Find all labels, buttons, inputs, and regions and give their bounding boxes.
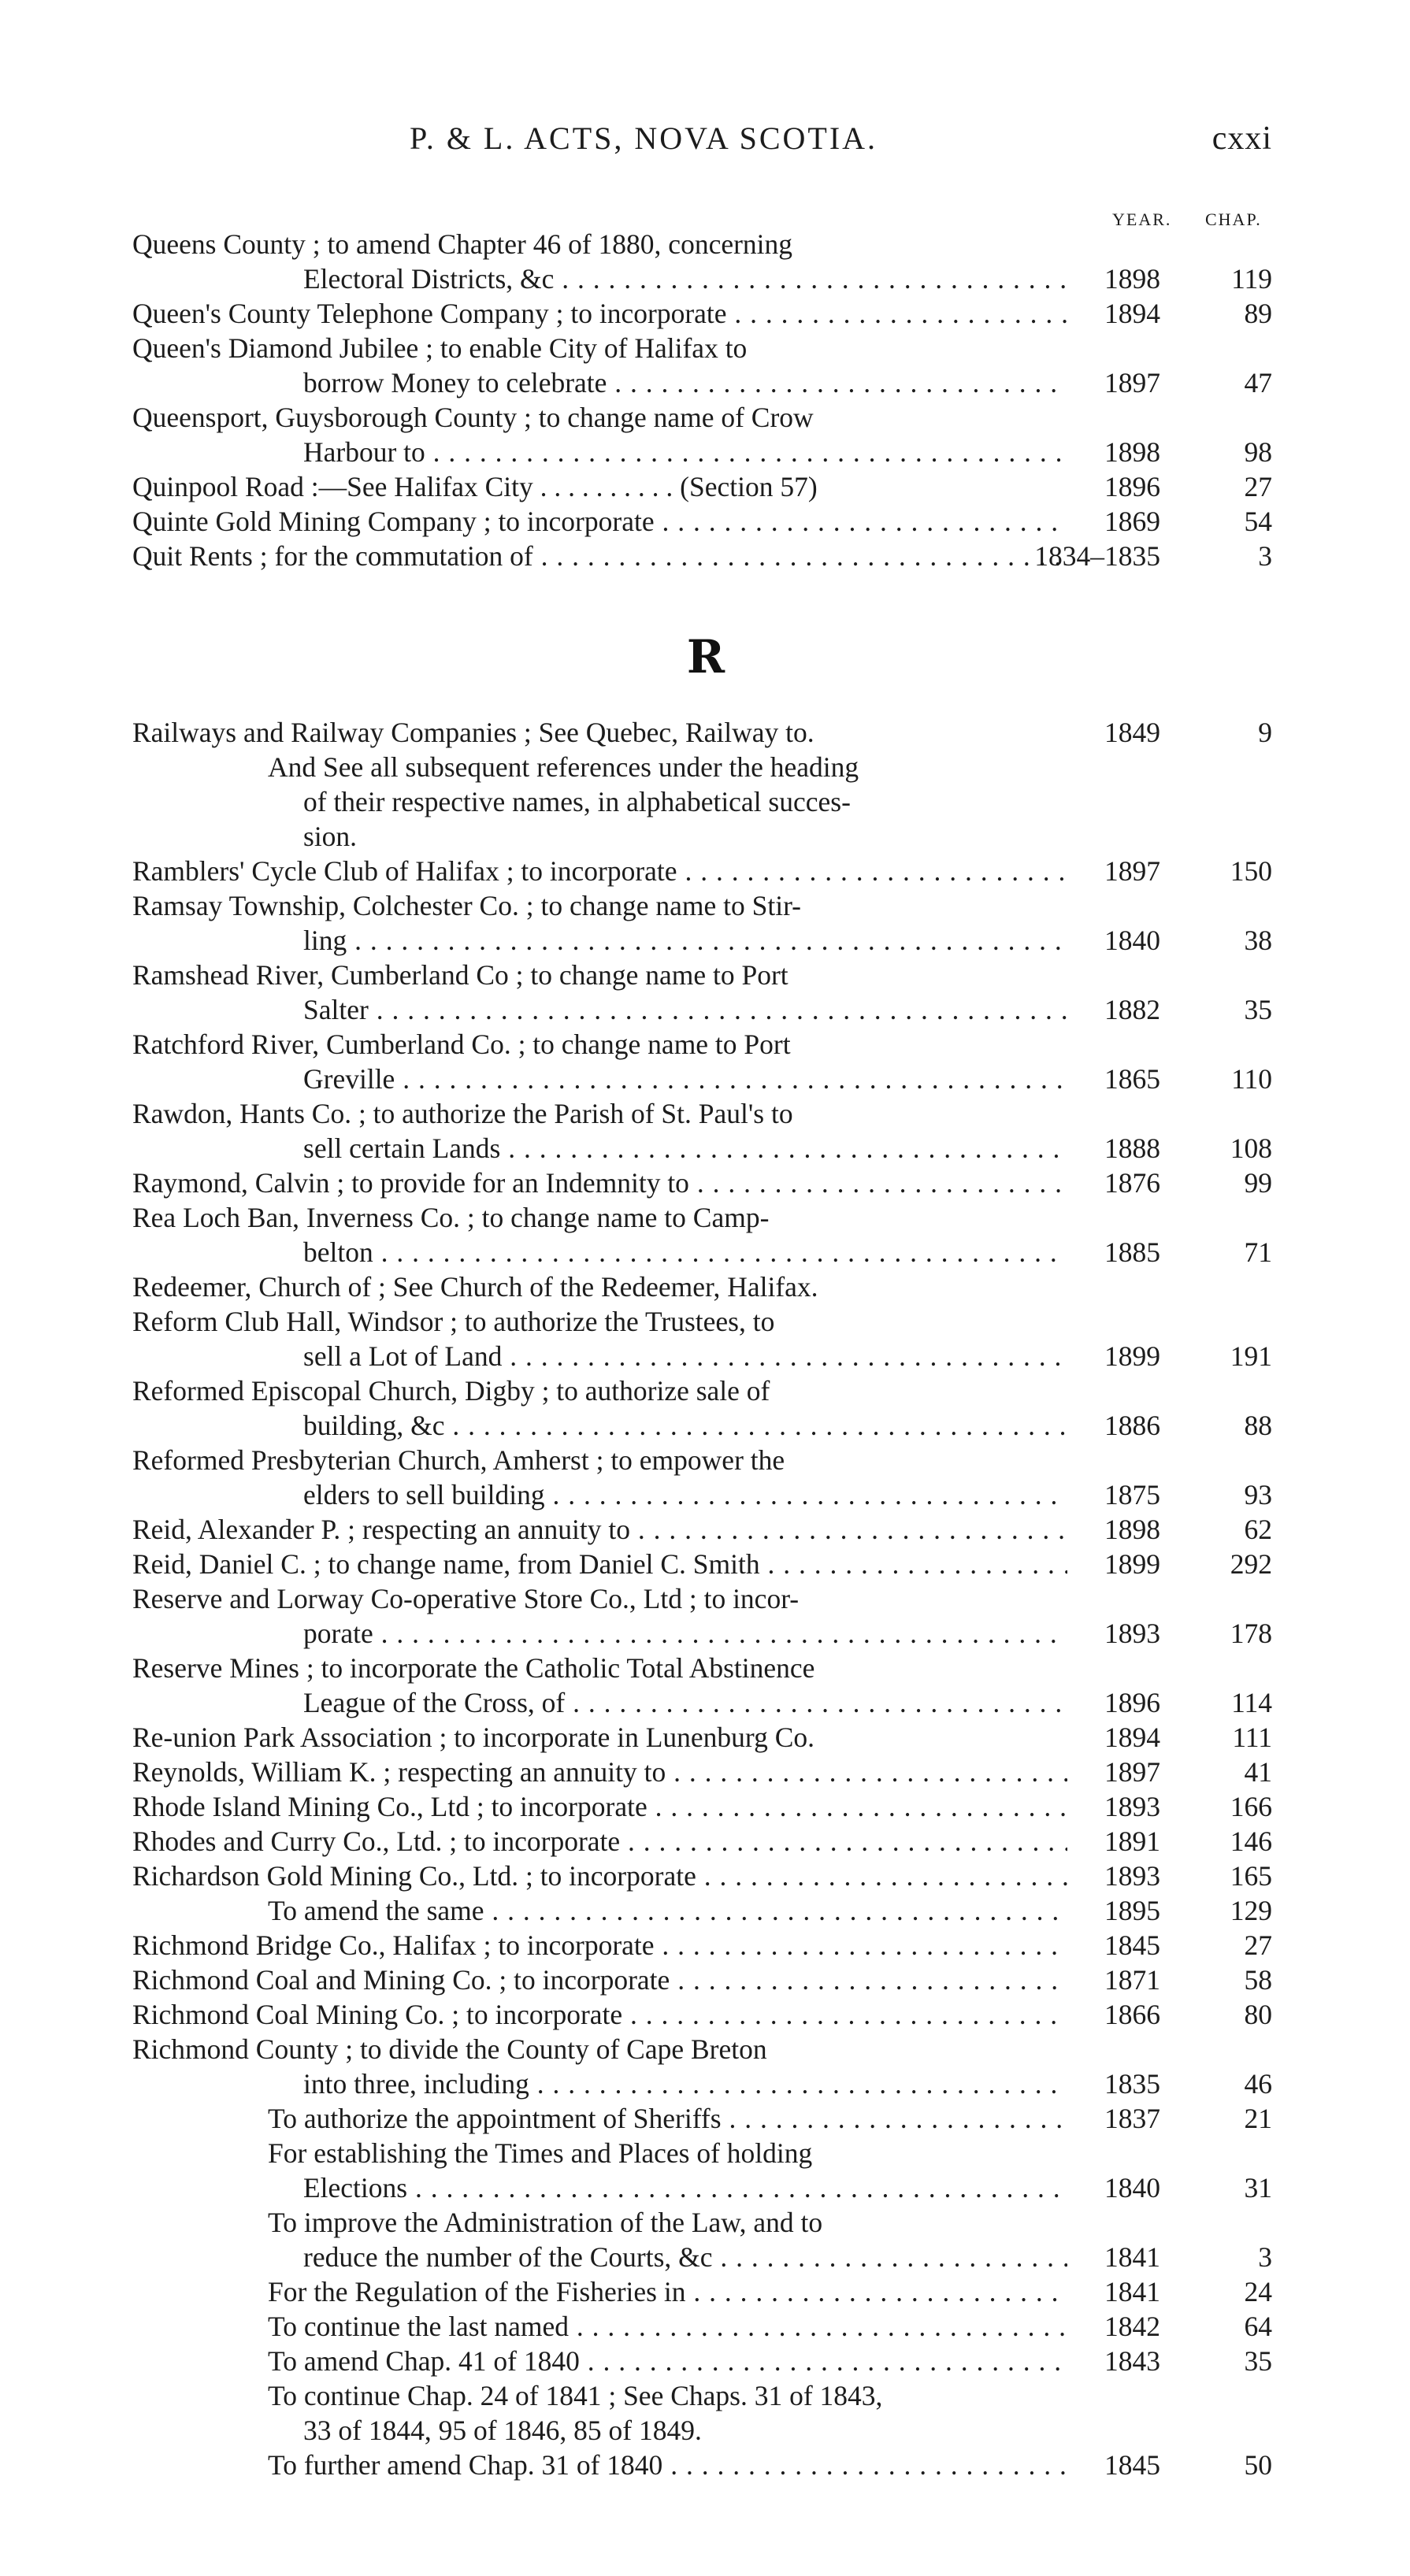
- index-entry: [0, 1235, 1410, 1269]
- entry-text: Reid, Daniel C. ; to change name, from Daniel C. Smith . . .: [132, 1547, 1067, 1581]
- entry-text: For establishing the Times and Places of holding: [268, 2137, 813, 2169]
- entry-chapter: 38: [1244, 925, 1272, 956]
- entry-year: 1835: [1104, 2068, 1160, 2100]
- entry-text: Quinte Gold Mining Company ; to incorporate . . .: [132, 504, 1067, 539]
- entry-text: Ramshead River, Cumberland Co ; to change name to Port: [132, 959, 788, 991]
- entry-chapter: 146: [1230, 1825, 1272, 1857]
- entry-text: Ramblers' Cycle Club of Halifax ; to incorporate . . .: [132, 854, 1067, 888]
- entry-year: 1845: [1104, 2449, 1160, 2481]
- entry-text: Reformed Presbyterian Church, Amherst ; to empower the: [132, 1444, 785, 1476]
- index-entry: [0, 1720, 1410, 1755]
- index-entry: [0, 1755, 1410, 1789]
- entry-text: Ramsay Township, Colchester Co. ; to change name to Stir-: [132, 890, 802, 921]
- entry-text: Rea Loch Ban, Inverness Co. ; to change name to Camp-: [132, 1202, 770, 1233]
- entry-text: of their respective names, in alphabetical succes-: [303, 786, 851, 817]
- entry-text: Quit Rents ; for the commutation of . . .: [132, 539, 1067, 573]
- entry-chapter: 88: [1244, 1410, 1272, 1441]
- index-entry: [0, 1027, 1410, 1062]
- index-entry: [0, 1928, 1410, 1963]
- index-entry: [0, 1443, 1410, 1477]
- entry-year: 1840: [1104, 925, 1160, 956]
- index-entry: [0, 2101, 1410, 2136]
- index-entry: [0, 923, 1410, 958]
- entry-chapter: 35: [1244, 994, 1272, 1025]
- index-entry: [0, 1512, 1410, 1547]
- entry-chapter: 3: [1258, 540, 1272, 572]
- entry-chapter: 165: [1230, 1860, 1272, 1892]
- entry-year: 1886: [1104, 1410, 1160, 1441]
- index-entry: [0, 888, 1410, 923]
- entry-text: building, &c . . .: [303, 1408, 1067, 1443]
- entry-year: 1898: [1104, 436, 1160, 468]
- entry-text: To improve the Administration of the Law, and to: [268, 2207, 823, 2238]
- entry-text: Rawdon, Hants Co. ; to authorize the Parish of St. Paul's to: [132, 1098, 793, 1129]
- entry-year: 1897: [1104, 1756, 1160, 1788]
- section-letter-heading: R: [686, 630, 724, 684]
- entry-chapter: 35: [1244, 2345, 1272, 2377]
- index-entry: [0, 1997, 1410, 2032]
- index-entry: [0, 1131, 1410, 1166]
- index-entry: [0, 992, 1410, 1027]
- index-entry: [0, 2378, 1410, 2413]
- entry-text: League of the Cross, of . . .: [303, 1685, 1067, 1720]
- entry-text: Reformed Episcopal Church, Digby ; to authorize sale of: [132, 1375, 770, 1407]
- entry-year: 1899: [1104, 1340, 1160, 1372]
- entry-chapter: 150: [1230, 855, 1272, 887]
- entry-chapter: 292: [1230, 1548, 1272, 1580]
- entry-text: Reid, Alexander P. ; respecting an annuity to . . .: [132, 1512, 1067, 1547]
- index-entry: [0, 2274, 1410, 2309]
- chapter-column-header: CHAP.: [1205, 209, 1262, 229]
- index-entry: [0, 1200, 1410, 1235]
- entry-chapter: 9: [1258, 717, 1272, 748]
- index-entry: [0, 750, 1410, 784]
- index-entry: [0, 2448, 1410, 2482]
- entry-chapter: 31: [1244, 2172, 1272, 2203]
- index-entry: [0, 1651, 1410, 1685]
- index-entry: [0, 296, 1410, 331]
- index-entry: [0, 1581, 1410, 1616]
- index-entry: [0, 1096, 1410, 1131]
- entry-chapter: 129: [1230, 1895, 1272, 1926]
- entry-text: To authorize the appointment of Sheriffs . . .: [268, 2101, 1067, 2136]
- entry-chapter: 62: [1244, 1514, 1272, 1545]
- entry-text: Elections . . .: [303, 2170, 1067, 2205]
- entry-year: 1896: [1104, 471, 1160, 502]
- index-entry: [0, 1893, 1410, 1928]
- entry-chapter: 46: [1244, 2068, 1272, 2100]
- entry-text: Salter . . .: [303, 992, 1067, 1027]
- year-column-header: YEAR.: [1112, 209, 1172, 229]
- entry-year: 1899: [1104, 1548, 1160, 1580]
- entry-chapter: 119: [1231, 263, 1272, 295]
- entry-text: Redeemer, Church of ; See Church of the Redeemer, Halifax.: [132, 1271, 818, 1303]
- index-entry: [0, 2309, 1410, 2344]
- index-entry: [0, 2170, 1410, 2205]
- index-entry: [0, 2240, 1410, 2274]
- entry-text: Richmond County ; to divide the County of Cape Breton: [132, 2033, 767, 2065]
- entry-chapter: 24: [1244, 2276, 1272, 2307]
- entry-text: Reserve and Lorway Co-operative Store Co., Ltd ; to incor-: [132, 1583, 800, 1614]
- entry-chapter: 89: [1244, 298, 1272, 329]
- entry-text: Electoral Districts, &c . . .: [303, 261, 1067, 296]
- index-entry: [0, 2344, 1410, 2378]
- entry-chapter: 64: [1244, 2311, 1272, 2342]
- entry-year: 1841: [1104, 2276, 1160, 2307]
- entry-text: Raymond, Calvin ; to provide for an Indemnity to . . .: [132, 1166, 1067, 1200]
- entry-year: 1895: [1104, 1895, 1160, 1926]
- entry-year: 1840: [1104, 2172, 1160, 2203]
- page-number: cxxi: [1211, 120, 1272, 157]
- index-entry: [0, 1616, 1410, 1651]
- entry-text: porate . . .: [303, 1616, 1067, 1651]
- index-entry: [0, 715, 1410, 750]
- index-entry: [0, 539, 1410, 573]
- entry-year: 1834–1835: [1034, 540, 1160, 572]
- entry-text: Rhode Island Mining Co., Ltd ; to incorporate . . .: [132, 1789, 1067, 1824]
- entry-year: 1891: [1104, 1825, 1160, 1857]
- entry-text: Richmond Coal and Mining Co. ; to incorporate . . .: [132, 1963, 1067, 1997]
- entry-text: reduce the number of the Courts, &c . . .: [303, 2240, 1067, 2274]
- entry-text: Richmond Bridge Co., Halifax ; to incorporate . . .: [132, 1928, 1067, 1963]
- entry-text: ling . . .: [303, 923, 1067, 958]
- entry-year: 1849: [1104, 717, 1160, 748]
- entry-text: Reform Club Hall, Windsor ; to authorize the Trustees, to: [132, 1306, 775, 1337]
- entry-year: 1893: [1104, 1791, 1160, 1822]
- index-entry: [0, 1547, 1410, 1581]
- entry-chapter: 178: [1230, 1618, 1272, 1649]
- entry-text: To amend Chap. 41 of 1840 . . .: [268, 2344, 1067, 2378]
- entry-text: Queen's Diamond Jubilee ; to enable City of Halifax to: [132, 332, 748, 364]
- index-entry: [0, 1062, 1410, 1096]
- entry-year: 1897: [1104, 367, 1160, 398]
- entry-chapter: 27: [1244, 471, 1272, 502]
- entry-text: Railways and Railway Companies ; See Quebec, Railway to.: [132, 717, 814, 748]
- page-title: P. & L. ACTS, NOVA SCOTIA.: [410, 120, 878, 156]
- entry-chapter: 71: [1244, 1236, 1272, 1268]
- index-entry: [0, 1963, 1410, 1997]
- index-entry: [0, 854, 1410, 888]
- index-entry: [0, 1373, 1410, 1408]
- entry-year: 1888: [1104, 1132, 1160, 1164]
- entry-chapter: 21: [1244, 2103, 1272, 2134]
- entry-year: 1894: [1104, 298, 1160, 329]
- entry-year: 1893: [1104, 1860, 1160, 1892]
- entry-chapter: 108: [1230, 1132, 1272, 1164]
- index-entry: [0, 1408, 1410, 1443]
- entry-text: Re-union Park Association ; to incorporate in Lunenburg Co.: [132, 1722, 815, 1753]
- entry-text: sell certain Lands . . .: [303, 1131, 1067, 1166]
- entry-chapter: 166: [1230, 1791, 1272, 1822]
- entry-text: into three, including . . .: [303, 2066, 1067, 2101]
- entry-text: Queensport, Guysborough County ; to change name of Crow: [132, 402, 814, 433]
- entry-text: Quinpool Road :—See Halifax City . . . . . . . . . . (Section 57): [132, 471, 818, 502]
- entry-text: elders to sell building . . .: [303, 1477, 1067, 1512]
- entry-year: 1865: [1104, 1063, 1160, 1095]
- index-entry: [0, 227, 1410, 261]
- entry-chapter: 98: [1244, 436, 1272, 468]
- entry-year: 1842: [1104, 2311, 1160, 2342]
- entry-text: To further amend Chap. 31 of 1840 . . .: [268, 2448, 1067, 2482]
- entry-text: 33 of 1844, 95 of 1846, 85 of 1849.: [303, 2415, 702, 2446]
- entry-chapter: 50: [1244, 2449, 1272, 2481]
- index-entry: [0, 1339, 1410, 1373]
- entry-chapter: 111: [1232, 1722, 1272, 1753]
- entry-text: Queen's County Telephone Company ; to incorporate . . .: [132, 296, 1067, 331]
- entry-text: For the Regulation of the Fisheries in . . .: [268, 2274, 1067, 2309]
- index-entry: [0, 1824, 1410, 1859]
- entry-year: 1869: [1104, 506, 1160, 537]
- entry-chapter: 3: [1258, 2241, 1272, 2273]
- entry-year: 1893: [1104, 1618, 1160, 1649]
- entry-year: 1843: [1104, 2345, 1160, 2377]
- index-entry: [0, 2066, 1410, 2101]
- index-entry: [0, 400, 1410, 435]
- index-entry: [0, 504, 1410, 539]
- entry-text: belton . . .: [303, 1235, 1067, 1269]
- index-entry: [0, 819, 1410, 854]
- index-entry: [0, 1477, 1410, 1512]
- index-entry: [0, 784, 1410, 819]
- index-entry: [0, 1166, 1410, 1200]
- index-entry: [0, 469, 1410, 504]
- entry-year: 1898: [1104, 263, 1160, 295]
- entry-year: 1837: [1104, 2103, 1160, 2134]
- index-entry: [0, 1304, 1410, 1339]
- entry-text: Ratchford River, Cumberland Co. ; to change name to Port: [132, 1029, 791, 1060]
- entry-text: Reynolds, William K. ; respecting an annuity to . . .: [132, 1755, 1067, 1789]
- entry-chapter: 58: [1244, 1964, 1272, 1996]
- entry-year: 1898: [1104, 1514, 1160, 1545]
- entry-text: Richmond Coal Mining Co. ; to incorporate . . .: [132, 1997, 1067, 2032]
- entry-chapter: 110: [1231, 1063, 1272, 1095]
- index-entry: [0, 958, 1410, 992]
- entry-year: 1866: [1104, 1999, 1160, 2030]
- entry-chapter: 99: [1244, 1167, 1272, 1199]
- index-entry: [0, 2032, 1410, 2066]
- entry-year: 1871: [1104, 1964, 1160, 1996]
- entry-text: borrow Money to celebrate . . .: [303, 365, 1067, 400]
- entry-text: To amend the same . . .: [268, 1893, 1067, 1928]
- index-entry: [0, 1789, 1410, 1824]
- entry-text: To continue Chap. 24 of 1841 ; See Chaps. 31 of 1843,: [268, 2380, 883, 2411]
- entry-year: 1897: [1104, 855, 1160, 887]
- index-entry: [0, 435, 1410, 469]
- entry-chapter: 191: [1230, 1340, 1272, 1372]
- entry-text: Rhodes and Curry Co., Ltd. ; to incorporate . . .: [132, 1824, 1067, 1859]
- index-entry: [0, 365, 1410, 400]
- entry-text: Harbour to . . .: [303, 435, 1067, 469]
- index-entry: [0, 1685, 1410, 1720]
- entry-year: 1896: [1104, 1687, 1160, 1718]
- index-entry: [0, 2205, 1410, 2240]
- entry-year: 1876: [1104, 1167, 1160, 1199]
- entry-text: Reserve Mines ; to incorporate the Catholic Total Abstinence: [132, 1652, 815, 1684]
- entry-chapter: 47: [1244, 367, 1272, 398]
- entry-year: 1845: [1104, 1929, 1160, 1961]
- entry-text: And See all subsequent references under the heading: [268, 751, 859, 783]
- index-entry: [0, 331, 1410, 365]
- entry-year: 1875: [1104, 1479, 1160, 1510]
- entry-text: Richardson Gold Mining Co., Ltd. ; to incorporate . . .: [132, 1859, 1067, 1893]
- entry-text: Queens County ; to amend Chapter 46 of 1880, concerning: [132, 228, 793, 260]
- entry-year: 1841: [1104, 2241, 1160, 2273]
- index-entry: [0, 261, 1410, 296]
- entry-text: sion.: [303, 821, 358, 852]
- entry-chapter: 54: [1244, 506, 1272, 537]
- entry-text: Greville . . .: [303, 1062, 1067, 1096]
- index-entry: [0, 1859, 1410, 1893]
- index-entry: [0, 2413, 1410, 2448]
- entry-chapter: 80: [1244, 1999, 1272, 2030]
- index-entry: [0, 2136, 1410, 2170]
- entry-chapter: 27: [1244, 1929, 1272, 1961]
- index-entry: [0, 1269, 1410, 1304]
- entry-chapter: 93: [1244, 1479, 1272, 1510]
- entry-year: 1894: [1104, 1722, 1160, 1753]
- entry-chapter: 41: [1244, 1756, 1272, 1788]
- entry-text: To continue the last named . . .: [268, 2309, 1067, 2344]
- entry-year: 1882: [1104, 994, 1160, 1025]
- entry-year: 1885: [1104, 1236, 1160, 1268]
- entry-text: sell a Lot of Land . . .: [303, 1339, 1067, 1373]
- entry-chapter: 114: [1231, 1687, 1272, 1718]
